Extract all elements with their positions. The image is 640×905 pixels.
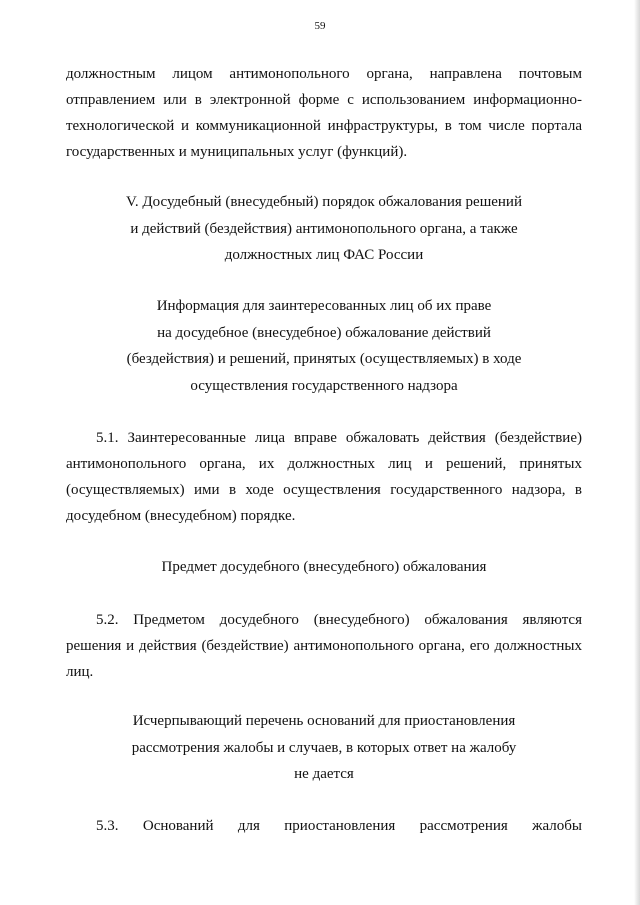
paragraph-line: технологической и коммуникационной инфраструктуры, в том числе портала [66,118,582,134]
heading-line: рассмотрения жалобы и случаев, в которых ответ на жалобу [131,739,517,756]
clause-line: лиц. [66,664,94,680]
clause-line: решения и действия (бездействие) антимонопольного органа, его должностных [66,638,582,654]
clause-line: 5.1. Заинтересованные лица вправе обжаловать действия (бездействие) [96,430,582,446]
info-heading [66,293,582,399]
clause-line: 5.2. Предметом досудебного (внесудебного) обжалования являются [96,612,582,628]
subject-heading [66,554,582,581]
clause-line: досудебном (внесудебном) порядке. [66,508,296,524]
clause-line: антимонопольного органа, их должностных лиц и решений, принятых [66,456,582,472]
heading-line: Информация для заинтересованных лиц об их праве [156,298,492,314]
heading-line: (бездействия) и решений, принятых (осуществляемых) в ходе [126,351,522,367]
clause-5-1 [66,425,582,529]
paragraph-line: отправлением или в электронной форме с использованием информационно- [66,92,582,108]
paragraph-top [66,61,582,165]
clause-5-2 [66,607,582,685]
clause-line: 5.3. Оснований для приостановления рассмотрения жалобы [96,818,582,834]
paragraph-line: государственных и муниципальных услуг (функций). [66,144,408,160]
heading-line: осуществления государственного надзора [190,377,458,394]
heading-line: и действий (бездействия) антимонопольного органа, а также [130,220,518,237]
paragraph-line: должностным лицом антимонопольного органа, направлена почтовым [66,66,582,82]
page-edge-shadow [634,0,640,905]
grounds-heading [66,708,582,788]
heading-line: не дается [294,766,354,782]
clause-5-3 [66,813,582,839]
heading-line: Исчерпывающий перечень оснований для приостановления [132,713,516,729]
heading-line: Предмет досудебного (внесудебного) обжалования [161,559,487,575]
heading-line: на досудебное (внесудебное) обжалование действий [157,324,491,341]
clause-line: (осуществляемых) ими в ходе осуществления государственного надзора, в [66,482,582,498]
page-number: 59 [314,20,326,32]
section-v-heading [66,189,582,269]
heading-line: V. Досудебный (внесудебный) порядок обжалования решений [126,194,522,210]
heading-line: должностных лиц ФАС России [224,247,424,263]
